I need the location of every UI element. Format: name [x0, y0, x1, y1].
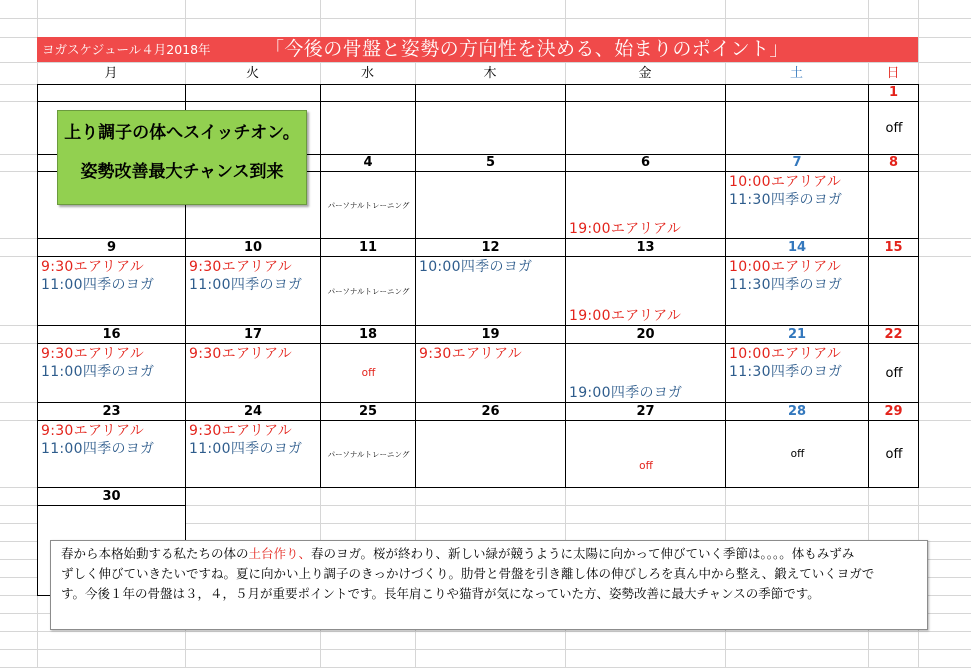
class-entry: 9:30エアリアル	[41, 423, 145, 439]
date-number: 11	[358, 240, 378, 255]
date-number: 27	[636, 404, 655, 419]
date-cell[interactable]	[415, 154, 566, 172]
date-cell[interactable]	[415, 325, 566, 344]
day-cell[interactable]	[320, 343, 416, 403]
date-cell[interactable]	[868, 325, 919, 344]
class-entry: 19:00四季のヨガ	[569, 385, 683, 401]
class-entry: 11:30四季のヨガ	[729, 277, 843, 293]
date-cell[interactable]	[320, 238, 416, 257]
class-entry: 10:00エアリアル	[729, 346, 842, 362]
date-number: 20	[636, 327, 655, 342]
date-cell[interactable]	[37, 84, 186, 102]
date-cell[interactable]	[565, 238, 726, 257]
day-cell[interactable]	[185, 343, 321, 403]
class-entry: 19:00エアリアル	[569, 308, 682, 324]
class-entry: 11:00四季のヨガ	[41, 277, 155, 293]
date-cell[interactable]	[415, 84, 566, 102]
day-cell[interactable]	[320, 420, 416, 488]
day-cell[interactable]	[37, 256, 186, 326]
note-line	[61, 564, 919, 584]
note-highlight: 土台作り、	[248, 546, 312, 561]
class-entry: 11:00四季のヨガ	[189, 277, 303, 293]
date-cell[interactable]	[415, 402, 566, 421]
class-entry: 9:30エアリアル	[41, 259, 145, 275]
date-number: 14	[787, 240, 807, 255]
class-entry: 9:30エアリアル	[419, 346, 523, 362]
day-cell[interactable]	[320, 256, 416, 326]
date-cell[interactable]	[185, 325, 321, 344]
day-cell[interactable]	[565, 420, 726, 488]
day-cell[interactable]	[320, 101, 416, 155]
class-entry: 10:00エアリアル	[729, 259, 842, 275]
day-cell[interactable]	[565, 101, 726, 155]
note-line	[61, 544, 919, 564]
day-cell[interactable]	[185, 420, 321, 488]
date-number: 10	[243, 240, 263, 255]
callout-line: 姿勢改善最大チャンス到来	[80, 162, 284, 182]
date-cell[interactable]	[868, 84, 919, 102]
date-number: 1	[888, 85, 899, 100]
class-entry: 9:30エアリアル	[189, 423, 293, 439]
date-cell[interactable]	[868, 238, 919, 257]
note-text: 春のヨガ。桜が終わり、新しい緑が競うように太陽に向かって伸びていく季節は。。。。体もみずみ	[311, 546, 855, 561]
day-cell[interactable]	[725, 420, 869, 488]
note-line	[61, 584, 919, 604]
date-cell[interactable]	[725, 154, 869, 172]
day-cell[interactable]	[415, 420, 566, 488]
date-cell[interactable]	[565, 402, 726, 421]
date-cell[interactable]	[565, 325, 726, 344]
day-cell[interactable]	[415, 171, 566, 239]
date-cell[interactable]	[725, 402, 869, 421]
date-number: 4	[363, 155, 373, 170]
day-cell[interactable]	[415, 101, 566, 155]
day-cell[interactable]	[725, 343, 869, 403]
day-memo: off	[885, 120, 903, 136]
date-cell[interactable]	[185, 238, 321, 257]
day-cell[interactable]	[725, 256, 869, 326]
weekday-label: 日	[886, 66, 900, 81]
day-cell[interactable]	[868, 256, 919, 326]
date-cell[interactable]	[415, 238, 566, 257]
date-cell[interactable]	[868, 402, 919, 421]
class-entry: 19:00エアリアル	[569, 221, 682, 237]
date-cell[interactable]	[37, 325, 186, 344]
class-entry: 10:00四季のヨガ	[419, 259, 533, 275]
date-number: 19	[481, 327, 500, 342]
date-number: 29	[884, 404, 903, 419]
day-cell[interactable]	[868, 343, 919, 403]
schedule-label: ヨガスケジュール４月2018年	[42, 42, 211, 57]
day-memo: off	[639, 459, 653, 472]
note-text: す。今後１年の骨盤は３，４，５月が重要ポイントです。長年肩こりや猫背が気になっていた方、姿勢改善に最大チャンスの季節です。	[61, 586, 820, 601]
callout-line: 上り調子の体へスイッチオン。	[64, 123, 300, 143]
class-entry: 11:00四季のヨガ	[41, 364, 155, 380]
day-cell[interactable]	[725, 101, 869, 155]
class-entry: 11:00四季のヨガ	[41, 441, 155, 457]
class-entry: 11:30四季のヨガ	[729, 192, 843, 208]
date-number: 9	[106, 240, 117, 255]
header-bar[interactable]	[37, 37, 918, 62]
date-cell[interactable]	[565, 154, 726, 172]
date-number: 15	[884, 240, 903, 255]
class-entry: 11:30四季のヨガ	[729, 364, 843, 380]
day-cell[interactable]	[725, 171, 869, 239]
class-entry: 9:30エアリアル	[189, 259, 293, 275]
date-number: 7	[792, 155, 802, 170]
callout-shape[interactable]	[57, 110, 307, 205]
note-text: ずしく伸びていきたいですね。夏に向かい上り調子のきっかけづくり。肋骨と骨盤を引き離し体の伸びしろを真ん中から整え、鍛えていくヨガで	[61, 566, 875, 581]
date-number: 5	[485, 155, 496, 170]
day-cell[interactable]	[868, 420, 919, 488]
class-entry: 9:30エアリアル	[189, 346, 293, 362]
date-cell[interactable]	[320, 154, 416, 172]
day-memo: パーソナルトレーニング	[327, 287, 410, 296]
date-cell[interactable]	[320, 325, 416, 344]
date-cell[interactable]	[320, 402, 416, 421]
day-cell[interactable]	[37, 420, 186, 488]
date-number: 8	[888, 155, 899, 170]
description-textbox[interactable]	[50, 540, 928, 630]
day-memo: off	[885, 365, 903, 381]
date-cell[interactable]	[868, 154, 919, 172]
date-number: 12	[481, 240, 500, 255]
date-cell[interactable]	[37, 487, 186, 506]
date-cell[interactable]	[725, 84, 869, 102]
date-number: 18	[358, 327, 378, 342]
day-memo: パーソナルトレーニング	[327, 201, 410, 210]
date-number: 22	[884, 327, 903, 342]
day-cell[interactable]	[565, 343, 726, 403]
date-number: 25	[358, 404, 378, 419]
day-cell[interactable]	[868, 171, 919, 239]
date-cell[interactable]	[185, 402, 321, 421]
day-cell[interactable]	[565, 256, 726, 326]
date-number: 26	[481, 404, 500, 419]
note-text: 春から本格始動する私たちの体の	[61, 546, 249, 561]
date-cell[interactable]	[565, 84, 726, 102]
date-cell[interactable]	[37, 238, 186, 257]
date-number: 23	[102, 404, 121, 419]
day-memo: off	[361, 367, 376, 380]
weekday-label: 木	[483, 66, 497, 81]
date-number: 24	[243, 404, 263, 419]
day-cell[interactable]	[565, 171, 726, 239]
weekday-label: 金	[638, 66, 652, 81]
day-cell[interactable]	[415, 256, 566, 326]
date-number: 13	[636, 240, 655, 255]
date-number: 28	[787, 404, 807, 419]
date-number: 21	[787, 327, 807, 342]
day-cell[interactable]	[37, 343, 186, 403]
date-number: 6	[640, 155, 651, 170]
class-entry: 10:00エアリアル	[729, 174, 842, 190]
class-entry: 11:00四季のヨガ	[189, 441, 303, 457]
class-entry: 9:30エアリアル	[41, 346, 145, 362]
day-cell[interactable]	[415, 343, 566, 403]
weekday-label: 土	[789, 66, 803, 81]
schedule-title: 「今後の骨盤と姿勢の方向性を決める、始まりのポイント」	[265, 38, 789, 60]
day-memo: パーソナルトレーニング	[327, 450, 410, 459]
date-cell[interactable]	[725, 325, 869, 344]
day-cell[interactable]	[185, 256, 321, 326]
date-number: 16	[102, 327, 121, 342]
day-cell[interactable]	[868, 101, 919, 155]
weekday-label: 月	[104, 66, 118, 81]
date-number: 17	[243, 327, 263, 342]
date-cell[interactable]	[37, 402, 186, 421]
day-memo: off	[790, 448, 805, 461]
date-cell[interactable]	[725, 238, 869, 257]
weekday-label: 火	[245, 66, 259, 81]
date-number: 30	[102, 489, 121, 504]
date-cell[interactable]	[320, 84, 416, 102]
day-memo: off	[885, 446, 903, 462]
weekday-label: 水	[360, 66, 374, 81]
date-cell[interactable]	[185, 84, 321, 102]
day-cell[interactable]	[320, 171, 416, 239]
